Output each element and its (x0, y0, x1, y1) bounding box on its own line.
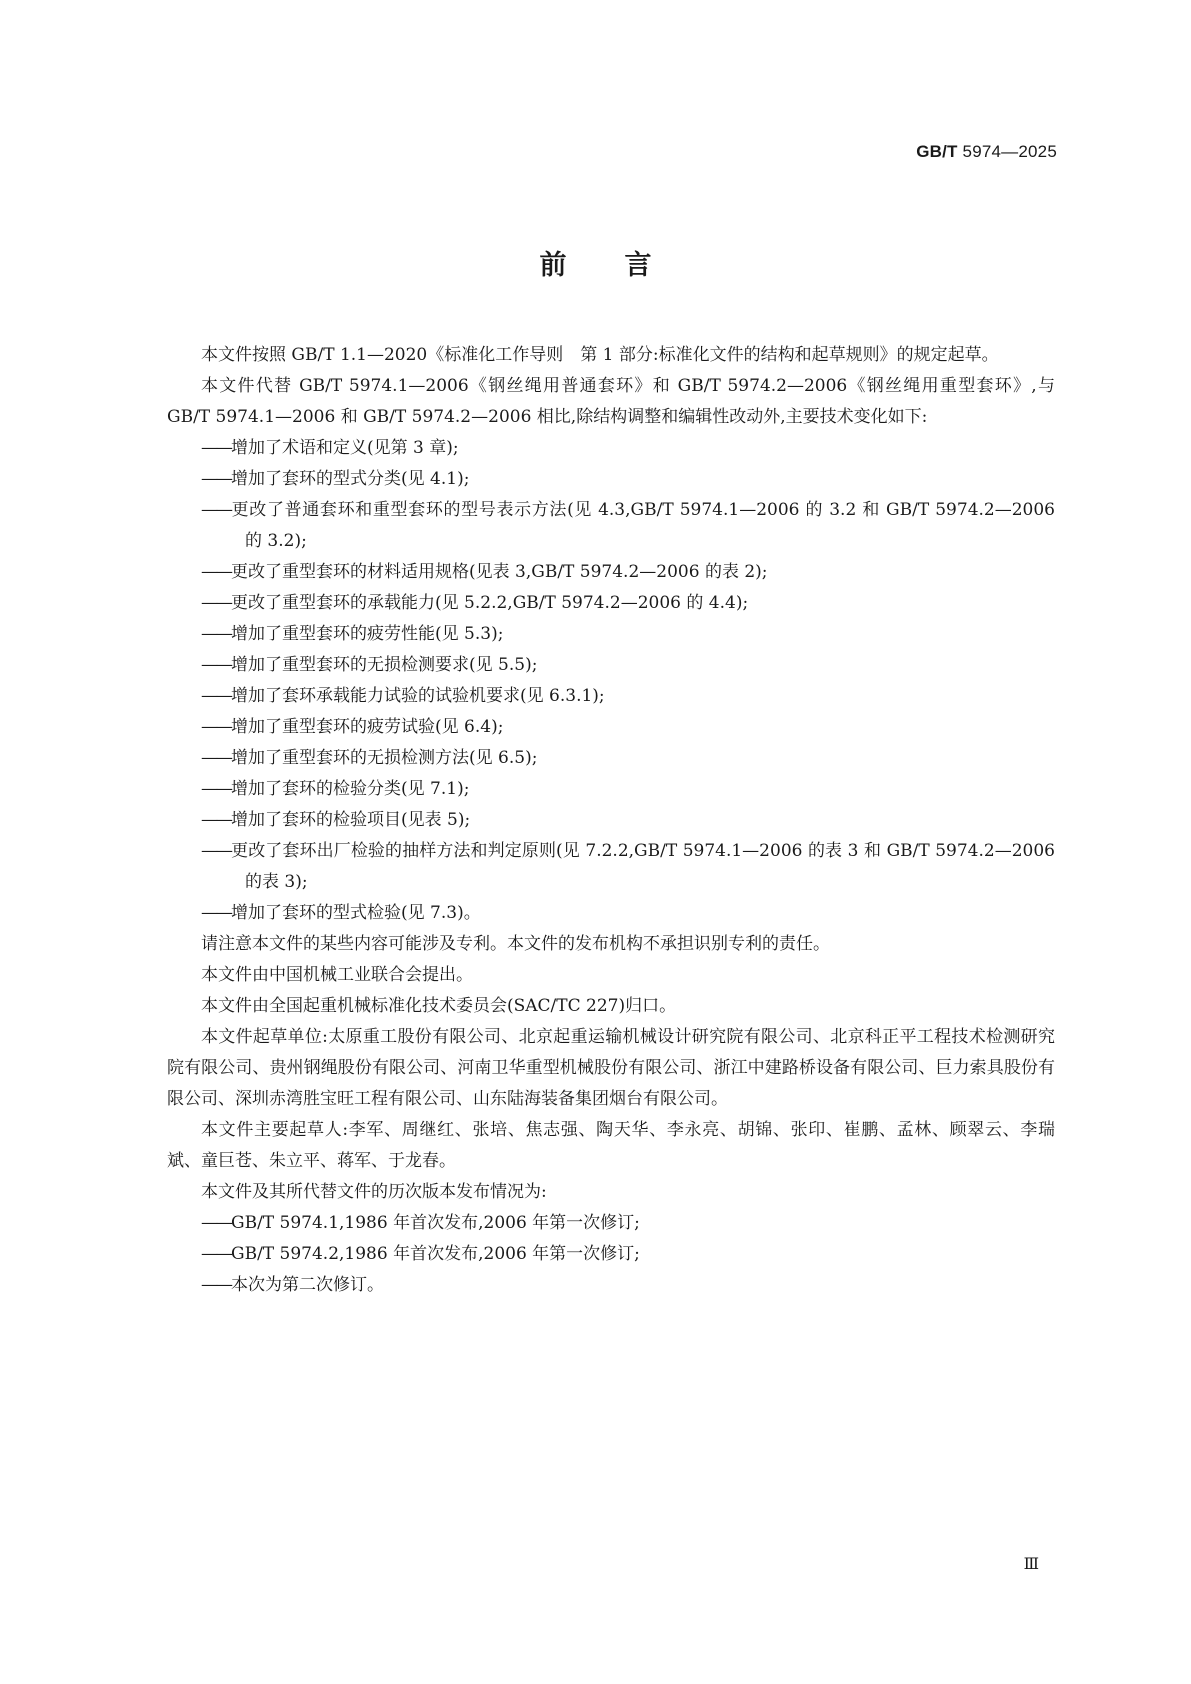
paragraph-drafters: 本文件主要起草人:李军、周继红、张培、焦志强、陶天华、李永亮、胡锦、张印、崔鹏、孟林、顾翠云、李瑞斌、童巨苍、朱立平、蒋军、于龙春。 (167, 1120, 1055, 1171)
list-item: ——增加了套环的型式分类(见 4.1); (201, 469, 470, 489)
paragraph-history-intro: 本文件及其所代替文件的历次版本发布情况为: (201, 1182, 547, 1202)
list-item: ——增加了重型套环的疲劳性能(见 5.3); (201, 624, 504, 644)
paragraph-drafting-rules: 本文件按照 GB/T 1.1—2020《标准化工作导则 第 1 部分:标准化文件的结构和起草规则》的规定起草。 (201, 345, 999, 365)
changes-list (167, 433, 1055, 929)
list-item: ——增加了套环的型式检验(见 7.3)。 (201, 903, 481, 923)
list-item: ——本次为第二次修订。 (201, 1275, 384, 1295)
list-item: ——更改了重型套环的承载能力(见 5.2.2,GB/T 5974.2—2006 的 4.4); (201, 593, 749, 613)
list-item: ——增加了重型套环的无损检测要求(见 5.5); (201, 655, 538, 675)
paragraph-patent-notice: 请注意本文件的某些内容可能涉及专利。本文件的发布机构不承担识别专利的责任。 (201, 934, 830, 954)
page-title: 前言 (539, 250, 710, 281)
paragraph-proposer: 本文件由中国机械工业联合会提出。 (201, 965, 473, 985)
list-item: ——更改了套环出厂检验的抽样方法和判定原则(见 7.2.2,GB/T 5974.1—2006 的表 3 和 GB/T 5974.2—2006 的表 3); (201, 841, 1055, 892)
list-item: ——增加了套环承载能力试验的试验机要求(见 6.3.1); (201, 686, 605, 706)
list-item: ——增加了套环的检验分类(见 7.1); (201, 779, 470, 799)
page-number: Ⅲ (1023, 1554, 1039, 1573)
history-list (167, 1208, 1055, 1301)
paragraph-committee: 本文件由全国起重机械标准化技术委员会(SAC/TC 227)归口。 (201, 996, 677, 1016)
list-item: ——增加了套环的检验项目(见表 5); (201, 810, 471, 830)
list-item: ——增加了术语和定义(见第 3 章); (201, 438, 459, 458)
list-item: ——GB/T 5974.1,1986 年首次发布,2006 年第一次修订; (201, 1213, 640, 1233)
standard-number-header (916, 142, 1057, 162)
paragraph-drafting-units: 本文件起草单位:太原重工股份有限公司、北京起重运输机械设计研究院有限公司、北京科正平工程技术检测研究院有限公司、贵州钢绳股份有限公司、河南卫华重型机械股份有限公司、浙江中建路桥设备有限公司、巨力索具股份有限公司、深圳赤湾胜宝旺工程有限公司、山东陆海装备集团烟台有限公司。 (167, 1027, 1055, 1109)
list-item: ——增加了重型套环的疲劳试验(见 6.4); (201, 717, 504, 737)
standard-code: 5974—2025 (957, 142, 1057, 161)
list-item: ——更改了普通套环和重型套环的型号表示方法(见 4.3,GB/T 5974.1—2006 的 3.2 和 GB/T 5974.2—2006 的 3.2); (201, 500, 1055, 551)
foreword-body (167, 340, 1055, 1301)
list-item: ——GB/T 5974.2,1986 年首次发布,2006 年第一次修订; (201, 1244, 640, 1264)
paragraph-replacement: 本文件代替 GB/T 5974.1—2006《钢丝绳用普通套环》和 GB/T 5974.2—2006《钢丝绳用重型套环》,与 GB/T 5974.1—2006 和 GB/T 5974.2—2006 相比,除结构调整和编辑性改动外,主要技术变化如下: (167, 376, 1055, 427)
standard-prefix: GB/T (916, 142, 958, 161)
list-item: ——更改了重型套环的材料适用规格(见表 3,GB/T 5974.2—2006 的表 2); (201, 562, 768, 582)
list-item: ——增加了重型套环的无损检测方法(见 6.5); (201, 748, 538, 768)
